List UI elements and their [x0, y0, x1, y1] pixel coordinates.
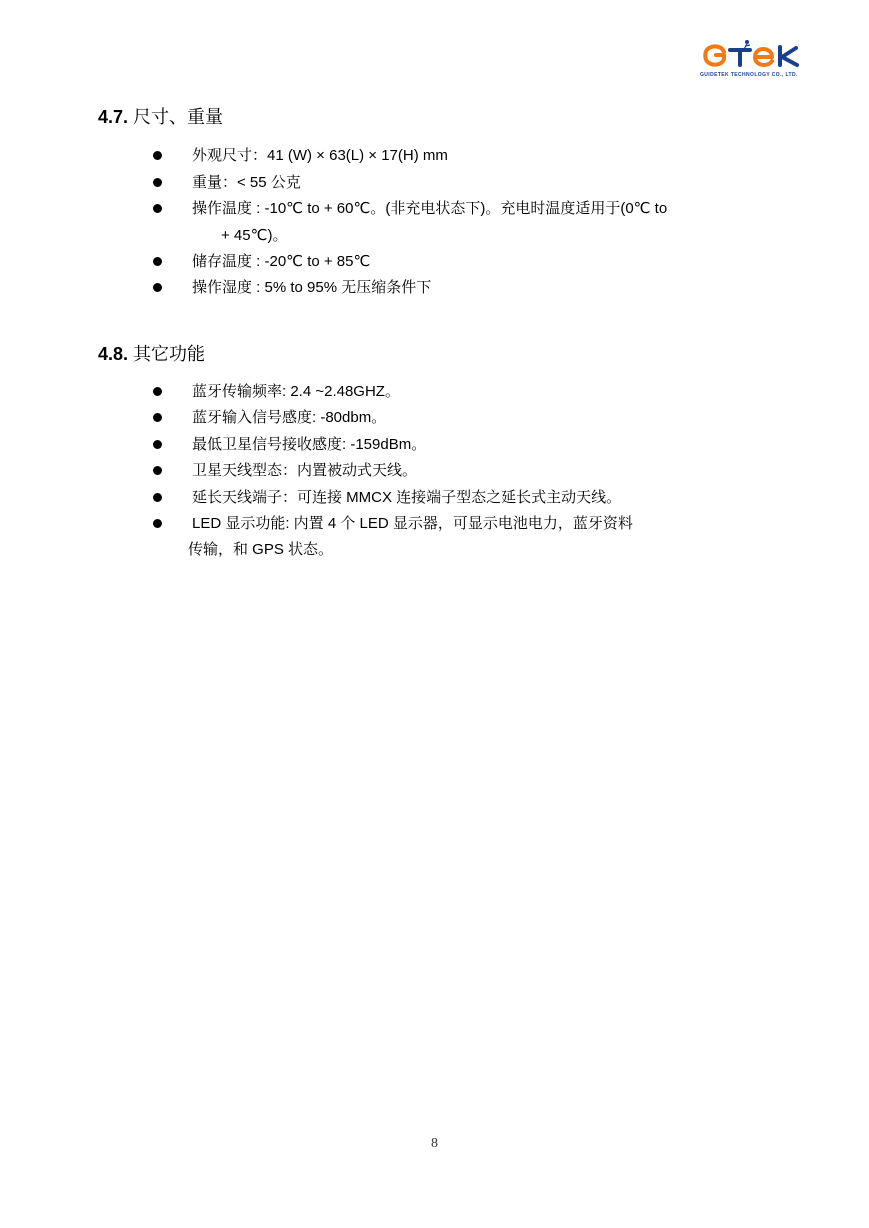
list-item-text: 蓝牙输入信号感度: -80dbm。 [192, 409, 387, 426]
bullet-icon [153, 413, 162, 422]
list-item-text: 储存温度 : -20℃ to + 85℃ [192, 253, 371, 270]
gtek-logo-graphic [700, 38, 816, 72]
logo-subtitle: GUIDETEK TECHNOLOGY CO., LTD. [700, 72, 798, 78]
bullet-icon [153, 204, 162, 213]
bullet-icon [153, 440, 162, 449]
list-item-text: 外观尺寸：41 (W) × 63(L) × 17(H) mm [192, 147, 448, 164]
bullet-icon [153, 519, 162, 528]
list-item-text: 最低卫星信号接收感度: -159dBm。 [192, 436, 427, 453]
section-number: 4.7. [98, 107, 129, 127]
section-title-4-8 [98, 342, 205, 366]
bullet-icon [153, 151, 162, 160]
company-logo [700, 38, 816, 82]
section-heading: 其它功能 [133, 344, 206, 364]
list-item-text: 卫星天线型态：内置被动式天线。 [192, 462, 418, 479]
bullet-icon [153, 493, 162, 502]
section-heading: 尺寸、重量 [133, 107, 224, 127]
list-item-text: LED 显示功能: 内置 4 个 LED 显示器，可显示电池电力，蓝牙资料 [192, 515, 633, 532]
bullet-icon [153, 466, 162, 475]
list-item-text: 重量：< 55 公克 [192, 174, 301, 191]
bullet-icon [153, 387, 162, 396]
bullet-icon [153, 283, 162, 292]
bullet-icon [153, 178, 162, 187]
section-number: 4.8. [98, 344, 129, 364]
list-item-continuation: + 45℃)。 [221, 227, 288, 244]
list-item-text: 操作湿度 : 5% to 95% 无压缩条件下 [192, 279, 432, 296]
bullet-icon [153, 257, 162, 266]
page-number: 8 [431, 1136, 438, 1151]
section-title-4-7 [98, 105, 223, 129]
list-item-text: 延长天线端子：可连接 MMCX 连接端子型态之延长式主动天线。 [192, 489, 622, 506]
list-item-continuation: 传输，和 GPS 状态。 [188, 541, 334, 558]
list-item-text: 操作温度 : -10℃ to + 60℃。(非充电状态下)。充电时温度适用于(0℃ to [192, 200, 668, 217]
list-item-text: 蓝牙传输频率: 2.4 ~2.48GHZ。 [192, 383, 400, 400]
